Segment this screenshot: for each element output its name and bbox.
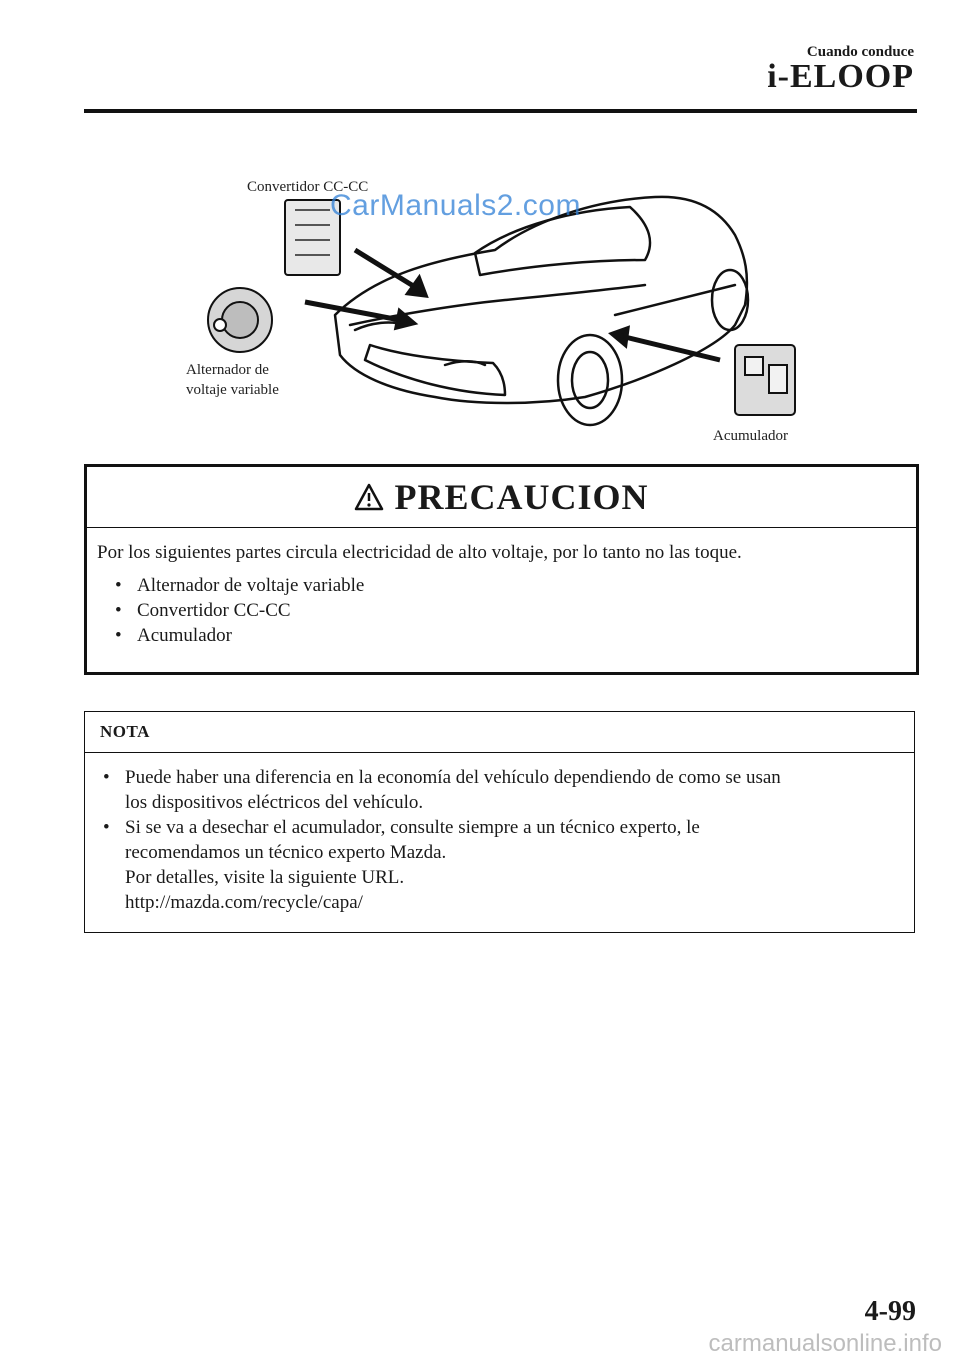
car-rear-wheel [712,270,748,330]
car-body-outline [335,197,747,403]
note-text: Por detalles, visite la siguiente URL. [125,867,405,888]
note-box [84,711,915,933]
alternator-unit [208,288,272,352]
header-divider [84,109,917,113]
list-item-text: Alternador de voltaje variable [137,575,365,596]
component-illustration [175,165,835,455]
label-accumulator: Acumulador [713,428,788,444]
note-list [103,765,904,915]
caution-list [97,573,906,648]
arrow-alternator [305,302,400,320]
bullet: • [103,767,110,788]
label-alternator-line1: Alternador de [186,362,269,378]
list-item-text: Acumulador [137,625,232,646]
caution-header [87,467,916,528]
accumulator-unit [735,345,795,415]
caution-intro: Por los siguientes partes circula electricidad de alto voltaje, por lo tanto no las toque. [97,542,742,563]
recycle-url: http://mazda.com/recycle/capa/ [125,892,363,913]
watermark: CarManuals2.com [330,189,581,222]
note-text: los dispositivos eléctricos del vehículo. [125,792,424,813]
bullet: • [115,575,122,596]
caution-box [84,464,919,675]
bullet: • [115,625,122,646]
note-text: Si se va a desechar el acumulador, consulte siempre a un técnico experto, le [125,817,700,838]
car-front-wheel [558,335,622,425]
footer-site: carmanualsonline.info [708,1330,942,1357]
bullet: • [115,600,122,621]
list-item [103,765,904,815]
label-converter: Convertidor CC-CC [247,179,369,195]
note-text: recomendamos un técnico experto Mazda. [125,842,447,863]
list-item [115,623,906,648]
list-item [115,573,906,598]
bullet: • [103,817,110,838]
note-header: NOTA [85,712,914,753]
car-grille [365,345,505,395]
list-item-text: Convertidor CC-CC [137,600,291,621]
note-body [85,753,914,915]
warning-triangle-icon [354,483,384,511]
page-title: i-ELOOP [767,58,914,95]
note-text: Puede haber una diferencia en la economía del vehículo dependiendo de como se usan [125,767,781,788]
section-header: Cuando conduce [806,44,914,60]
list-item [115,598,906,623]
page-number: 4-99 [864,1296,916,1327]
list-item [103,815,904,915]
caution-body [87,528,916,648]
caution-title: PRECAUCION [394,477,649,517]
label-alternator [186,360,279,400]
label-alternator-line2: voltaje variable [186,382,279,398]
